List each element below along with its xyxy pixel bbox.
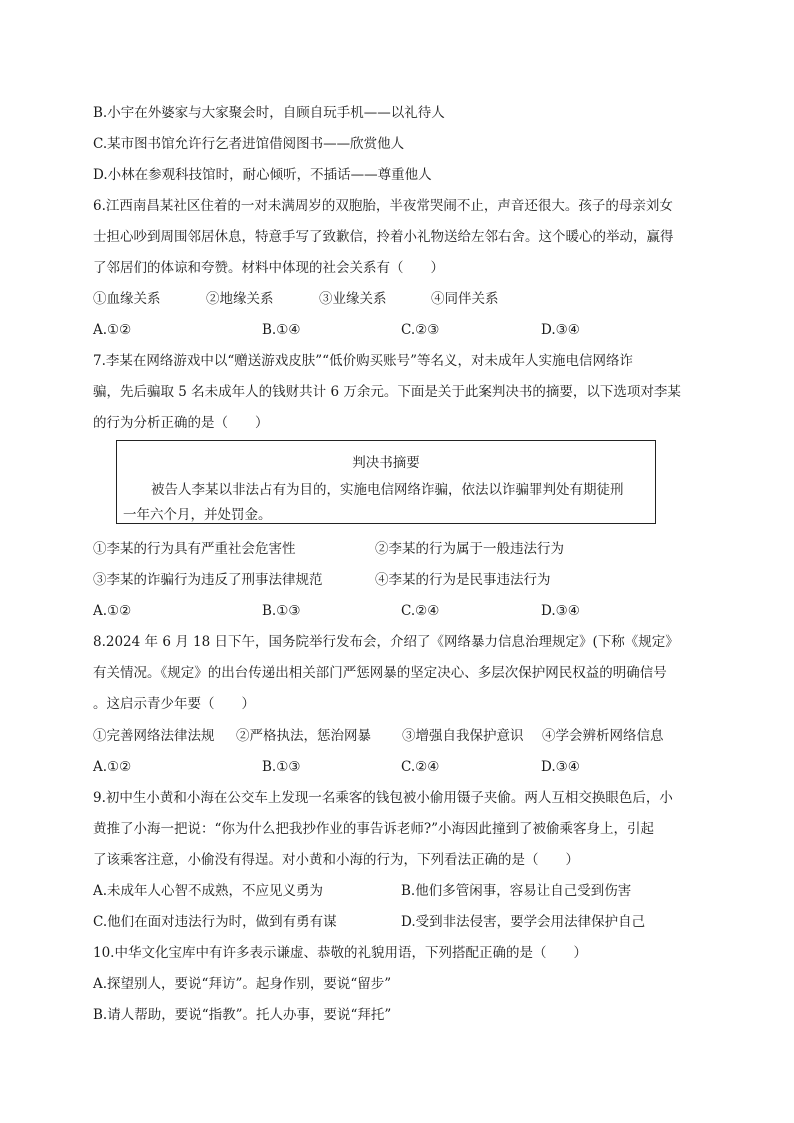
q7-choice-b: B.①③	[262, 603, 301, 619]
q9-choice-a: A.未成年人心智不成熟，不应见义勇为	[93, 883, 324, 899]
q7-stem-line2: 骗，先后骗取 5 名未成年人的钱财共计 6 万余元。下面是关于此案判决书的摘要，以下选项对李某	[93, 384, 681, 400]
q8-stem-line1: 8.2024 年 6 月 18 日下午，国务院举行发布会，介绍了《网络暴力信息治理规定》(下称《规定》	[93, 634, 679, 650]
q8-choice-c: C.②④	[401, 759, 440, 775]
q7-stem-line3: 的行为分析正确的是（ ）	[93, 415, 269, 431]
q6-item-3: ③业缘关系	[319, 291, 387, 307]
q6-choice-d: D.③④	[541, 322, 580, 338]
judgment-summary-box	[116, 440, 656, 524]
q8-item-4: ④学会辨析网络信息	[542, 728, 664, 744]
q7-choice-d: D.③④	[541, 603, 580, 619]
q5-option-d: D.小林在参观科技馆时，耐心倾听，不插话——尊重他人	[93, 167, 432, 183]
q7-stem-line1: 7.李某在网络游戏中以“赠送游戏皮肤”“低价购买账号”等名义，对未成年人实施电信网络诈	[93, 353, 633, 369]
q7-item-2: ②李某的行为属于一般违法行为	[375, 541, 564, 557]
q9-stem-line2: 黄推了小海一把说：“你为什么把我抄作业的事告诉老师?”小海因此撞到了被偷乘客身上，引起	[93, 821, 655, 837]
q5-option-b: B.小宇在外婆家与大家聚会时，自顾自玩手机——以礼待人	[93, 105, 445, 121]
q9-choice-c: C.他们在面对违法行为时，做到有勇有谋	[93, 914, 337, 930]
judgment-summary-line1: 被告人李某以非法占有为目的，实施电信网络诈骗，依法以诈骗罪判处有期徒刑	[151, 482, 624, 498]
q9-stem-line1: 9.初中生小黄和小海在公交车上发现一名乘客的钱包被小偷用镊子夹偷。两人互相交换眼色后，小	[93, 790, 673, 806]
q7-choice-a: A.①②	[93, 603, 132, 619]
q9-choice-b: B.他们多管闲事，容易让自己受到伤害	[401, 883, 632, 899]
q6-item-1: ①血缘关系	[93, 291, 161, 307]
q8-stem-line2: 有关情况。《规定》的出台传递出相关部门严惩网暴的坚定决心、多层次保护网民权益的明确信号	[93, 665, 667, 681]
q6-choice-b: B.①④	[262, 322, 301, 338]
q10-option-a: A.探望别人，要说“拜访”。起身作别，要说“留步”	[93, 976, 392, 992]
judgment-summary-line2: 一年六个月，并处罚金。	[123, 507, 272, 523]
q8-choice-d: D.③④	[541, 759, 580, 775]
q6-stem-line1: 6.江西南昌某社区住着的一对未满周岁的双胞胎，半夜常哭闹不止，声音还很大。孩子的母亲刘女	[93, 198, 673, 214]
q10-stem: 10.中华文化宝库中有许多表示谦虚、恭敬的礼貌用语，下列搭配正确的是（ ）	[93, 945, 587, 961]
q8-choice-b: B.①③	[262, 759, 301, 775]
q7-item-3: ③李某的诈骗行为违反了刑事法律规范	[93, 572, 323, 588]
q8-item-1: ①完善网络法律法规	[93, 728, 215, 744]
q6-item-2: ②地缘关系	[206, 291, 274, 307]
q7-item-1: ①李某的行为具有严重社会危害性	[93, 541, 296, 557]
q6-stem-line2: 士担心吵到周围邻居休息，特意手写了致歉信，拎着小礼物送给左邻右舍。这个暖心的举动，赢得	[93, 229, 674, 245]
q7-item-4: ④李某的行为是民事违法行为	[375, 572, 551, 588]
q7-choice-c: C.②④	[401, 603, 440, 619]
q6-choice-a: A.①②	[93, 322, 132, 338]
q8-stem-line3: 。这启示青少年要（ ）	[93, 696, 255, 712]
q8-item-2: ②严格执法，惩治网暴	[236, 728, 371, 744]
q6-choice-c: C.②③	[401, 322, 440, 338]
q8-item-3: ③增强自我保护意识	[402, 728, 524, 744]
q8-choice-a: A.①②	[93, 759, 132, 775]
q9-choice-d: D.受到非法侵害，要学会用法律保护自己	[401, 914, 646, 930]
q9-stem-line3: 了该乘客注意，小偷没有得逞。对小黄和小海的行为，下列看法正确的是（ ）	[93, 852, 579, 868]
q10-option-b: B.请人帮助，要说“指教”。托人办事，要说“拜托”	[93, 1007, 392, 1023]
judgment-summary-title: 判决书摘要	[352, 455, 420, 471]
q5-option-c: C.某市图书馆允许行乞者进馆借阅图书——欣赏他人	[93, 136, 405, 152]
q6-stem-line3: 了邻居们的体谅和夸赞。材料中体现的社会关系有（ ）	[93, 260, 444, 276]
q6-item-4: ④同伴关系	[431, 291, 499, 307]
